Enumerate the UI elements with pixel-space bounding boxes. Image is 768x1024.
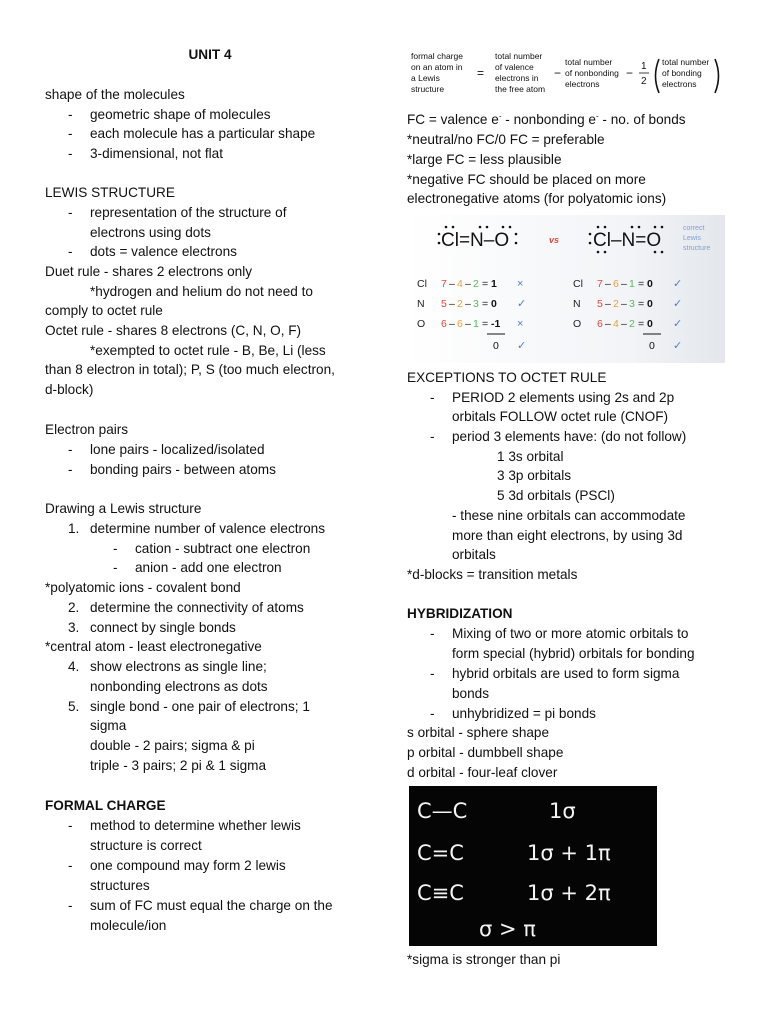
list-item-cont: orbitals FOLLOW octet rule (CNOF) [452,409,669,424]
list-item: - representation of the structure of [68,205,287,220]
operator: = [482,318,489,330]
atom-label: N [417,298,425,310]
fc-note: *negative FC should be placed on more [407,172,646,187]
bonds-value: 3 [629,298,635,310]
svg-text:the free atom: the free atom [495,84,546,94]
svg-text:structure: structure [683,245,711,252]
octet-note-cont: d-block) [45,382,94,397]
svg-text:of nonbonding: of nonbonding [565,68,619,78]
octet-rule: Octet rule - shares 8 electrons (C, N, O, F) [45,323,302,338]
draw-heading: Drawing a Lewis structure [45,501,202,516]
check-mark: × [517,278,524,290]
formal-charge-comparison-figure [407,215,725,363]
sigma-note: *sigma is stronger than pi [407,952,561,967]
list-item: - period 3 elements have: (do not follow) [430,429,687,444]
fc-equation: FC = valence e- - nonbonding e- - no. of bonds [407,111,686,127]
svg-text:2: 2 [641,76,647,87]
svg-text:structure: structure [411,84,445,94]
structure-right: Cl–N=O [593,230,662,251]
check-mark: ✓ [673,278,683,290]
sigma-pi-board-image [409,786,657,946]
svg-text:total number: total number [565,57,613,67]
atom-label: Cl [573,278,583,290]
operator: – [621,318,627,330]
list-item-cont: electrons using dots [90,225,211,240]
list-item: - one compound may form 2 lewis [68,858,286,873]
list-item-cont: structure is correct [90,838,202,853]
svg-text:correct: correct [683,225,705,232]
d-orbital: d orbital - four-leaf clover [407,765,558,780]
atom-label: N [573,298,581,310]
check-mark: ✓ [673,340,683,352]
nonbonding-value: 6 [457,318,463,330]
bonds-value: 2 [629,318,635,330]
operator: – [465,278,471,290]
exceptions-heading: EXCEPTIONS TO OCTET RULE [407,370,607,385]
list-item-cont: structures [90,878,150,893]
operator: – [621,298,627,310]
nonbonding-value: 6 [613,278,619,290]
p-orbital: p orbital - dumbbell shape [407,745,564,760]
pairs-heading: Electron pairs [45,422,129,437]
list-item: - geometric shape of molecules [68,107,271,122]
fc-result: 0 [647,318,653,330]
step-5-cont: sigma [90,718,127,733]
bonds-value: 1 [629,278,635,290]
valence-value: 6 [597,318,603,330]
svg-text:1σ + 1π: 1σ + 1π [527,841,611,865]
step-5-cont: triple - 3 pairs; 2 pi & 1 sigma [90,758,267,773]
step-1: 1. determine number of valence electrons [68,521,325,536]
list-item: - method to determine whether lewis [68,818,301,833]
operator: = [638,318,645,330]
nine-orbitals-note-cont: more than eight electrons, by using 3d [452,528,683,543]
operator: – [449,278,455,290]
svg-text:of bonding: of bonding [662,68,702,78]
lewis-heading: LEWIS STRUCTURE [45,185,175,200]
operator: – [605,298,611,310]
check-mark: ✓ [517,298,527,310]
fc-sum: 0 [649,340,655,352]
svg-text:=: = [477,66,485,80]
check-mark: ✓ [517,340,527,352]
step-5: 5. single bond - one pair of electrons; 1 [68,699,310,714]
bonds-value: 2 [473,278,479,290]
step-5-cont: double - 2 pairs; sigma & pi [90,738,255,753]
check-mark: ✓ [673,318,683,330]
operator: = [638,278,645,290]
operator: – [605,278,611,290]
valence-value: 6 [441,318,447,330]
nonbonding-value: 4 [613,318,619,330]
valence-value: 7 [441,278,447,290]
svg-text:1σ + 2π: 1σ + 2π [527,881,611,905]
operator: = [482,298,489,310]
list-item: - dots = valence electrons [68,244,237,259]
svg-text:1σ: 1σ [549,799,576,823]
orbital-3d: 5 3d orbitals (PSCl) [497,488,615,503]
orbital-3p: 3 3p orbitals [497,468,572,483]
list-item: - cation - subtract one electron [113,541,311,556]
step-2: 2. determine the connectivity of atoms [68,600,304,615]
operator: = [638,298,645,310]
svg-text:−: − [626,66,634,80]
octet-note: *exempted to octet rule - B, Be, Li (less [90,343,326,358]
structure-left: Cl=N–O [441,230,510,251]
list-item-cont: molecule/ion [90,918,167,933]
svg-text:total number: total number [662,57,710,67]
shape-heading: shape of the molecules [45,87,185,102]
step-4: 4. show electrons as single line; [68,659,267,674]
svg-text:total number: total number [495,51,543,61]
list-item: - bonding pairs - between atoms [68,462,276,477]
unit-title: UNIT 4 [188,47,232,62]
nonbonding-value: 4 [457,278,463,290]
operator: – [449,298,455,310]
bonds-value: 3 [473,298,479,310]
nonbonding-value: 2 [457,298,463,310]
valence-value: 5 [597,298,603,310]
operator: – [465,318,471,330]
d-blocks-note: *d-blocks = transition metals [407,567,578,582]
bonds-value: 1 [473,318,479,330]
svg-text:C≡C: C≡C [417,881,464,905]
valence-value: 5 [441,298,447,310]
operator: – [621,278,627,290]
nine-orbitals-note: - these nine orbitals can accommodate [452,508,686,523]
list-item: - lone pairs - localized/isolated [68,442,265,457]
atom-label: Cl [417,278,427,290]
list-item-cont: bonds [452,686,490,701]
fc-result: -1 [491,318,501,330]
svg-text:C—C: C—C [417,799,468,823]
operator: – [465,298,471,310]
svg-text:a Lewis: a Lewis [411,73,440,83]
list-item-cont: form special (hybrid) orbitals for bonding [452,646,695,661]
list-item: - hybrid orbitals are used to form sigma [430,666,680,681]
operator: – [605,318,611,330]
valence-value: 7 [597,278,603,290]
list-item: - PERIOD 2 elements using 2s and 2p [430,390,675,405]
fc-result: 0 [647,278,653,290]
svg-text:C=C: C=C [417,841,464,865]
nine-orbitals-note-cont: orbitals [452,547,496,562]
svg-text:electrons: electrons [662,79,697,89]
list-item: - sum of FC must equal the charge on the [68,898,333,913]
vs-label: vs [549,235,560,245]
octet-note-cont: than 8 electron in total); P, S (too much electron, [45,362,335,377]
svg-text:1: 1 [641,61,647,72]
list-item: - each molecule has a particular shape [68,126,316,141]
step-3: 3. connect by single bonds [68,620,236,635]
svg-text:on an atom in: on an atom in [411,62,463,72]
fc-result: 0 [647,298,653,310]
check-mark: × [517,318,524,330]
duet-rule: Duet rule - shares 2 electrons only [45,264,253,279]
fc-note: *large FC = less plausible [407,152,562,167]
fc-result: 1 [491,278,497,290]
svg-text:Lewis: Lewis [683,235,701,242]
svg-text:σ > π: σ > π [479,917,536,941]
duet-note-cont: comply to octet rule [45,303,163,318]
hybridization-heading: HYBRIDIZATION [407,606,513,621]
atom-label: O [417,318,426,330]
operator: = [482,278,489,290]
list-item: - Mixing of two or more atomic orbitals to [430,626,689,641]
central-note: *central atom - least electronegative [45,639,262,654]
atom-label: O [573,318,582,330]
fc-note: electronegative atoms (for polyatomic ions) [407,191,667,206]
duet-note: *hydrogen and helium do not need to [90,284,313,299]
orbital-3s: 1 3s orbital [497,449,564,464]
list-item: - anion - add one electron [113,560,282,575]
nonbonding-value: 2 [613,298,619,310]
fc-note: *neutral/no FC/0 FC = preferable [407,132,605,147]
polyatomic-note: *polyatomic ions - covalent bond [45,580,241,595]
fc-sum: 0 [493,340,499,352]
svg-text:electrons in: electrons in [495,73,539,83]
formal-charge-heading: FORMAL CHARGE [45,798,166,813]
svg-text:formal charge: formal charge [411,51,463,61]
fc-result: 0 [491,298,497,310]
s-orbital: s orbital - sphere shape [407,725,550,740]
svg-text:of valence: of valence [495,62,534,72]
step-4-cont: nonbonding electrons as dots [90,679,268,694]
formal-charge-formula [407,47,727,99]
operator: – [449,318,455,330]
check-mark: ✓ [673,298,683,310]
list-item: - 3-dimensional, not flat [68,146,223,161]
svg-text:electrons: electrons [565,79,600,89]
list-item: - unhybridized = pi bonds [430,706,596,721]
svg-text:−: − [554,66,562,80]
